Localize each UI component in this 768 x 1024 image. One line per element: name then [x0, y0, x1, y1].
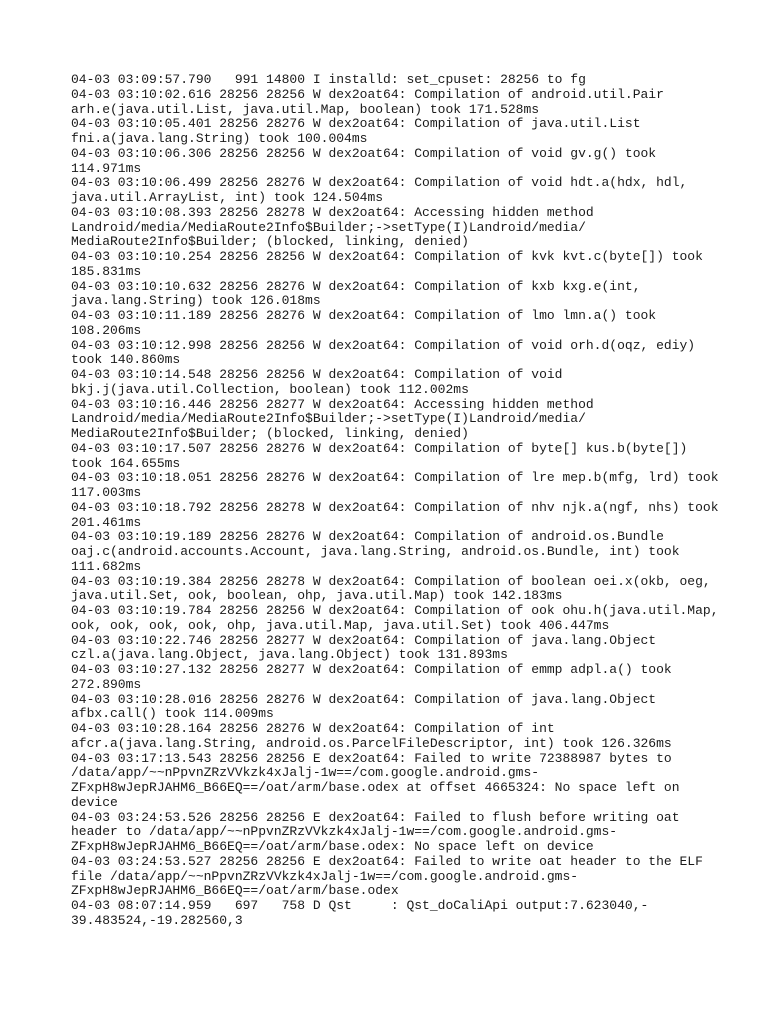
log-line: 04-03 03:10:18.051 28256 28276 W dex2oat64: Compilation of lre mep.b(mfg, lrd) took: [71, 470, 719, 486]
log-line: czl.a(java.lang.Object, java.lang.Object) took 131.893ms: [71, 647, 508, 663]
log-line: 04-03 03:10:14.548 28256 28256 W dex2oat64: Compilation of void: [71, 367, 563, 382]
log-line: 39.483524,-19.282560,3: [71, 912, 243, 928]
log-line: 04-03 03:10:17.507 28256 28276 W dex2oat64: Compilation of byte[] kus.b(byte[]): [71, 440, 688, 456]
log-line: oaj.c(android.accounts.Account, java.lang.String, android.os.Bundle, int) took: [71, 544, 680, 559]
log-line: 04-03 03:10:06.306 28256 28256 W dex2oat64: Compilation of void gv.g() took: [71, 145, 657, 161]
log-line: ook, ook, ook, ook, ohp, java.util.Map, java.util.Set) took 406.447ms: [71, 617, 610, 633]
log-line: MediaRoute2Info$Builder; (blocked, linking, denied): [71, 234, 469, 250]
log-line: 04-03 03:10:10.632 28256 28276 W dex2oat64: Compilation of kxb kxg.e(int,: [71, 278, 641, 294]
log-line: 04-03 03:10:12.998 28256 28256 W dex2oat64: Compilation of void orh.d(oqz, ediy): [71, 337, 696, 353]
log-line: took 140.860ms: [71, 352, 181, 368]
log-line: Landroid/media/MediaRoute2Info$Builder;->setType(I)Landroid/media/: [71, 219, 586, 235]
log-line: MediaRoute2Info$Builder; (blocked, linking, denied): [71, 426, 469, 441]
log-line: 108.206ms: [71, 322, 142, 338]
log-line: 04-03 03:10:28.016 28256 28276 W dex2oat64: Compilation of java.lang.Object: [71, 691, 657, 707]
log-line: ZFxpH8wJepRJAHM6_B66EQ==/oat/arm/base.odex: No space left on device: [71, 839, 594, 854]
log-line: 04-03 03:09:57.790 991 14800 I installd: set_cpuset: 28256 to fg: [71, 72, 586, 87]
log-line: 272.890ms: [71, 676, 142, 692]
log-line: 04-03 03:10:28.164 28256 28276 W dex2oat64: Compilation of int: [71, 721, 555, 736]
log-line: 04-03 03:24:53.526 28256 28256 E dex2oat64: Failed to flush before writing oat: [71, 809, 680, 825]
log-line: Landroid/media/MediaRoute2Info$Builder;->setType(I)Landroid/media/: [71, 411, 586, 427]
log-line: 117.003ms: [71, 485, 142, 500]
log-line: 04-03 03:17:13.543 28256 28256 E dex2oat64: Failed to write 72388987 bytes to: [71, 750, 672, 766]
log-line: java.util.Set, ook, boolean, ohp, java.util.Map) took 142.183ms: [71, 588, 563, 604]
log-line: 04-03 03:10:19.784 28256 28256 W dex2oat64: Compilation of ook ohu.h(java.util.Map,: [71, 603, 719, 618]
log-line: 111.682ms: [71, 558, 142, 574]
log-line: afcr.a(java.lang.String, android.os.ParcelFileDescriptor, int) took 126.326ms: [71, 735, 672, 751]
log-line: 04-03 03:10:16.446 28256 28277 W dex2oat64: Accessing hidden method: [71, 396, 594, 412]
log-line: 04-03 03:10:02.616 28256 28256 W dex2oat64: Compilation of android.util.Pair: [71, 86, 664, 102]
log-line: 114.971ms: [71, 160, 142, 176]
log-line: 04-03 03:10:08.393 28256 28278 W dex2oat64: Accessing hidden method: [71, 204, 594, 220]
log-line: device: [71, 794, 118, 810]
log-line: 04-03 03:10:10.254 28256 28256 W dex2oat64: Compilation of kvk kvt.c(byte[]) took: [71, 249, 703, 264]
log-line: took 164.655ms: [71, 455, 181, 471]
log-line: 201.461ms: [71, 514, 142, 530]
log-line: 04-03 08:07:14.959 697 758 D Qst : Qst_doCaliApi output:7.623040,-: [71, 898, 649, 913]
log-line: fni.a(java.lang.String) took 100.004ms: [71, 131, 368, 146]
log-document: [71, 72, 719, 929]
log-line: 04-03 03:10:27.132 28256 28277 W dex2oat64: Compilation of emmp adpl.a() took: [71, 662, 672, 677]
log-line: ZFxpH8wJepRJAHM6_B66EQ==/oat/arm/base.odex: [71, 883, 399, 899]
log-line: 04-03 03:10:06.499 28256 28276 W dex2oat64: Compilation of void hdt.a(hdx, hdl,: [71, 175, 688, 191]
log-line: arh.e(java.util.List, java.util.Map, boolean) took 171.528ms: [71, 101, 540, 117]
log-line: 04-03 03:10:19.189 28256 28276 W dex2oat64: Compilation of android.os.Bundle: [71, 529, 664, 545]
log-line: 04-03 03:10:22.746 28256 28277 W dex2oat64: Compilation of java.lang.Object: [71, 632, 657, 648]
log-line: afbx.call() took 114.009ms: [71, 706, 274, 722]
log-line: 04-03 03:10:05.401 28256 28276 W dex2oat64: Compilation of java.util.List: [71, 116, 641, 132]
log-line: 04-03 03:24:53.527 28256 28256 E dex2oat64: Failed to write oat header to the ELF: [71, 853, 703, 869]
log-line: header to /data/app/~~nPpvnZRzVVkzk4xJalj-1w==/com.google.android.gms-: [71, 824, 618, 840]
log-line: /data/app/~~nPpvnZRzVVkzk4xJalj-1w==/com.google.android.gms-: [71, 765, 540, 781]
log-line: 04-03 03:10:18.792 28256 28278 W dex2oat64: Compilation of nhv njk.a(ngf, nhs) took: [71, 499, 719, 515]
log-line: bkj.j(java.util.Collection, boolean) took 112.002ms: [71, 381, 469, 397]
log-line: 04-03 03:10:11.189 28256 28276 W dex2oat64: Compilation of lmo lmn.a() took: [71, 308, 657, 323]
log-line: 185.831ms: [71, 263, 142, 279]
log-line: file /data/app/~~nPpvnZRzVVkzk4xJalj-1w==/com.google.android.gms-: [71, 868, 579, 884]
log-line: java.util.ArrayList, int) took 124.504ms: [71, 190, 384, 205]
log-line: ZFxpH8wJepRJAHM6_B66EQ==/oat/arm/base.odex at offset 4665324: No space left on: [71, 780, 680, 795]
log-line: 04-03 03:10:19.384 28256 28278 W dex2oat64: Compilation of boolean oei.x(okb, oeg,: [71, 573, 711, 589]
log-line: java.lang.String) took 126.018ms: [71, 293, 321, 309]
